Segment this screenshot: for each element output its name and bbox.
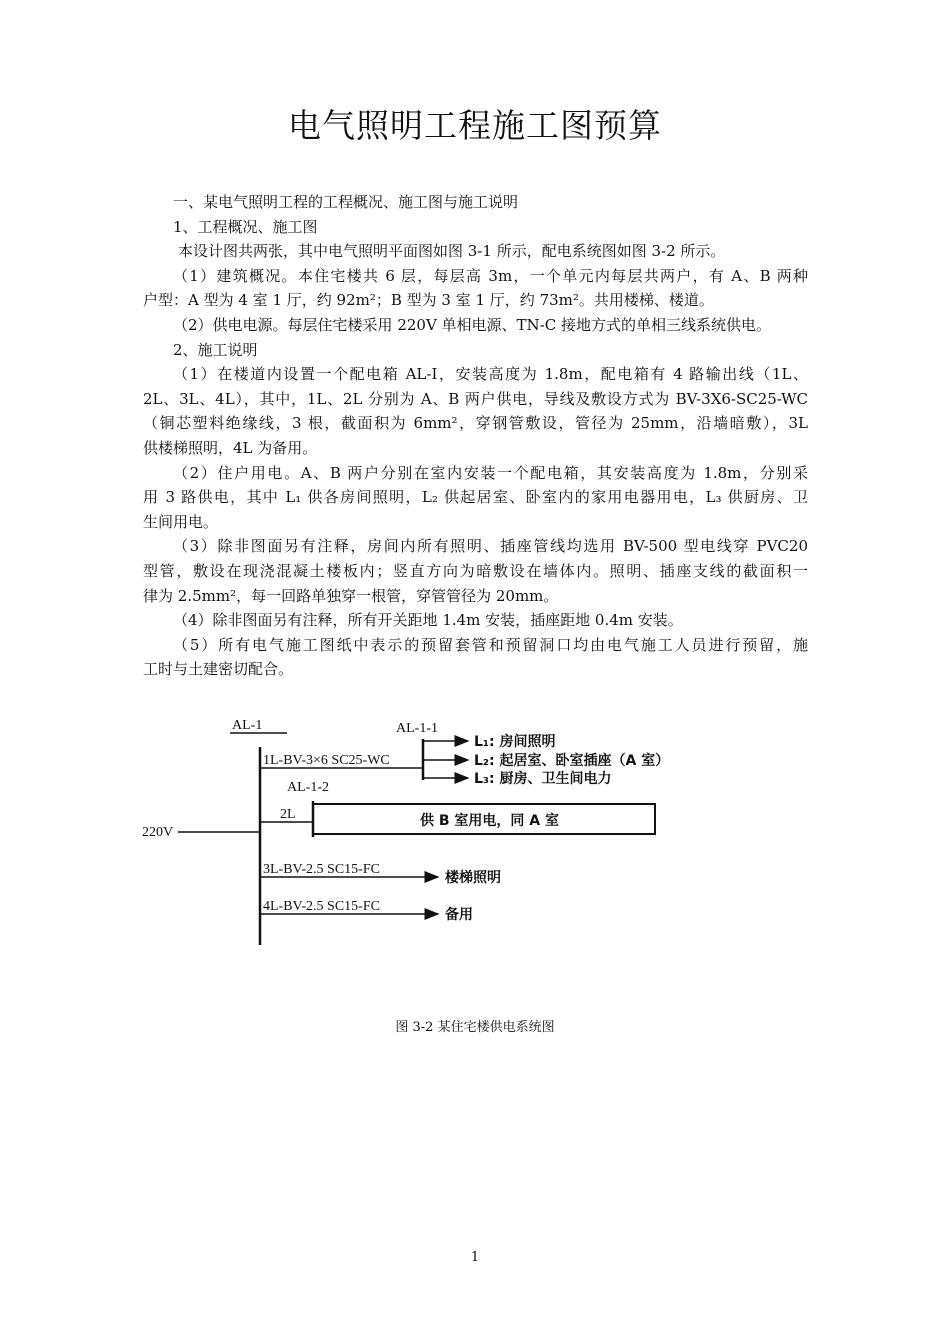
page-number: 1: [470, 1250, 480, 1265]
main-box-label: AL-1: [232, 718, 263, 733]
sub-box-b-label: AL-1-2: [287, 780, 329, 795]
page-title: 电气照明工程施工图预算: [288, 106, 662, 145]
circuit-1-label: 1L-BV-3×6 SC25-WC: [263, 753, 390, 768]
source-label: 220V: [142, 825, 174, 840]
circuit-2-label: 2L: [280, 807, 296, 822]
text-line: （2）住户用电。A、B 两户分别在室内安装一个配电箱，其安装高度为 1.8m，分别采: [173, 463, 808, 482]
text-line: 本设计图共两张，其中电气照明平面图如图 3-1 所示，配电系统图如图 3-2 所示。: [178, 242, 726, 261]
text-line: （铜芯塑料绝缘线，3 根，截面积为 6mm²，穿钢管敷设，管径为 25mm，沿墙暗敷），3L: [143, 414, 808, 433]
sub-box-a-label: AL-1-1: [396, 721, 438, 736]
out-l1-label: L₁: 房间照明: [474, 734, 556, 750]
text-line: （3）除非图面另有注释，房间内所有照明、插座管线均选用 BV-500 型电线穿 PVC20: [173, 537, 808, 556]
text-line: 用 3 路供电，其中 L₁ 供各房间照明，L₂ 供起居室、卧室内的家用电器用电，L₃ 供厨房、卫: [143, 488, 808, 507]
text-line: 型管，敷设在现浇混凝土楼板内；竖直方向为暗敷设在墙体内。照明、插座支线的截面积一: [143, 561, 808, 580]
text-line: （1）在楼道内设置一个配电箱 AL-I，安装高度为 1.8m，配电箱有 4 路输出线（1L、: [173, 365, 808, 384]
text-line: 2、施工说明: [173, 340, 258, 359]
text-line: 1、工程概况、施工图: [173, 217, 318, 236]
out-4-label: 备用: [445, 907, 473, 923]
text-line: 一、某电气照明工程的工程概况、施工图与施工说明: [173, 193, 519, 211]
circuit-3-label: 3L-BV-2.5 SC15-FC: [263, 862, 380, 877]
text-line: （2）供电电源。每层住宅楼采用 220V 单相电源、TN-C 接地方式的单相三线系统供电。: [173, 315, 771, 334]
out-3-label: 楼梯照明: [445, 870, 501, 886]
text-line: （4）除非图面另有注释，所有开关距地 1.4m 安装，插座距地 0.4m 安装。: [173, 611, 683, 630]
text-line: 2L、3L、4L），其中，1L、2L 分别为 A、B 两户供电，导线及敷设方式为 BV-3X6-SC25-WC: [143, 389, 808, 408]
text-line: （1）建筑概况。本住宅楼共 6 层，每层高 3m，一个单元内每层共两户，有 A、B 两种: [173, 266, 808, 285]
out-l3-label: L₃: 厨房、卫生间电力: [474, 771, 612, 787]
text-line: 户型：A 型为 4 室 1 厅，约 92m²；B 型为 3 室 1 厅，约 73m²。共用楼梯、楼道。: [143, 291, 714, 310]
figure-caption: 图 3-2 某住宅楼供电系统图: [395, 1020, 555, 1035]
text-line: 工时与土建密切配合。: [143, 660, 294, 679]
text-line: 供楼梯照明，4L 为备用。: [143, 438, 318, 457]
box-b-text: 供 B 室用电，同 A 室: [420, 813, 560, 829]
circuit-4-label: 4L-BV-2.5 SC15-FC: [263, 899, 380, 914]
power-supply-diagram: [130, 705, 690, 965]
text-line: （5）所有电气施工图纸中表示的预留套管和预留洞口均由电气施工人员进行预留，施: [173, 635, 808, 654]
out-l2-label: L₂: 起居室、卧室插座（A 室）: [474, 753, 670, 769]
body-text: [143, 190, 808, 682]
text-line: 生间用电。: [143, 512, 219, 531]
text-line: 律为 2.5mm²，每一回路单独穿一根管，穿管管径为 20mm。: [143, 586, 559, 605]
